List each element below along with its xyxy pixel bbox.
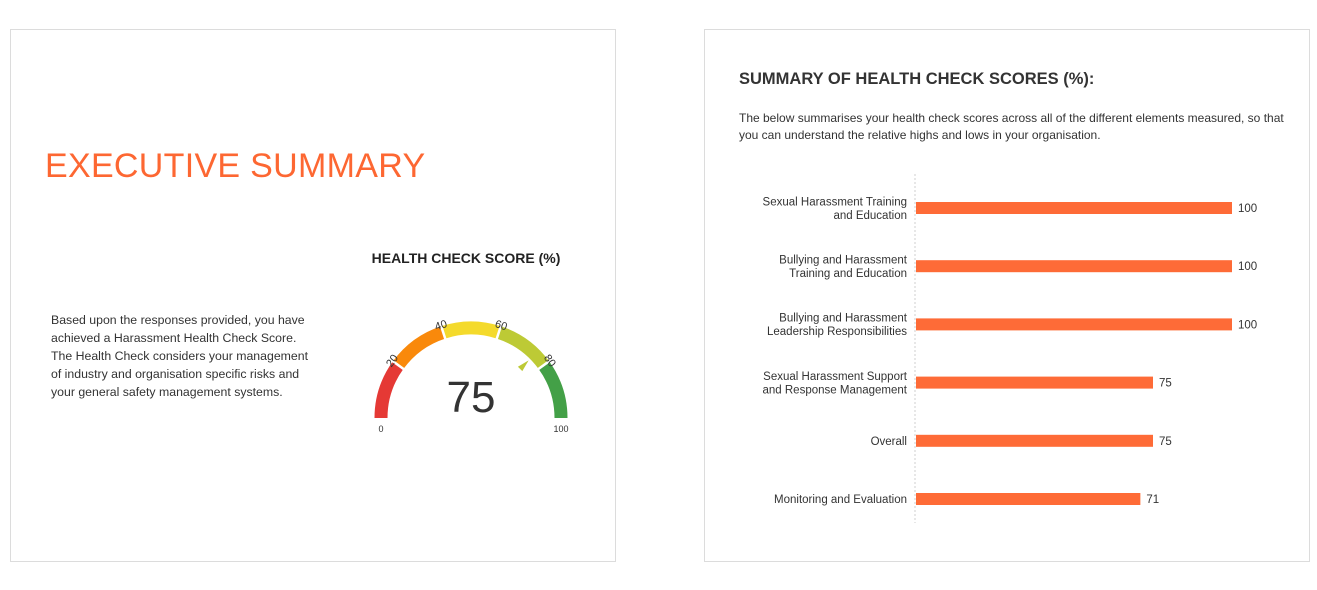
summary-title: SUMMARY OF HEALTH CHECK SCORES (%): <box>739 70 1095 88</box>
gauge-pointer <box>518 360 529 371</box>
scores-bar-chart <box>705 170 1309 550</box>
bar <box>916 435 1153 447</box>
gauge-value: 75 <box>446 373 496 422</box>
gauge-tick-label: 40 <box>433 318 449 334</box>
executive-summary-title: EXECUTIVE SUMMARY <box>45 147 426 185</box>
gauge-tick-label: 60 <box>493 318 509 334</box>
gauge-band-3 <box>499 332 544 365</box>
summary-description: The below summarises your health check scores across all of the different elements measured, so that you can understand the relative highs and lows in your organisation. <box>739 111 1284 142</box>
health-check-gauge <box>346 298 586 468</box>
summary-panel <box>704 29 1310 562</box>
bar-category-label: Overall <box>870 435 907 448</box>
bar <box>916 202 1232 214</box>
gauge-band-0 <box>381 365 398 418</box>
bar <box>916 318 1232 330</box>
bar <box>916 377 1153 389</box>
gauge-band-2 <box>443 328 499 332</box>
executive-summary-panel <box>10 29 616 562</box>
gauge-tick-label: 20 <box>384 352 401 370</box>
bar <box>916 260 1232 272</box>
gauge-tick-label: 80 <box>541 352 558 370</box>
bar-value-label: 100 <box>1238 319 1258 332</box>
bar-value-label: 75 <box>1159 377 1172 390</box>
gauge-min-label: 0 <box>378 424 384 434</box>
bar-category-label: Sexual Harassment Training and Education <box>762 196 907 222</box>
bar-value-label: 100 <box>1238 261 1258 274</box>
bar-category-label: Bullying and Harassment Training and Education <box>779 254 907 280</box>
bar <box>916 493 1140 505</box>
bar-category-label: Bullying and Harassment Leadership Responsibilities <box>767 312 907 339</box>
gauge-band-1 <box>398 332 443 365</box>
bar-category-label: Sexual Harassment Support and Response Management <box>762 370 907 397</box>
bar-value-label: 100 <box>1238 203 1258 215</box>
gauge-title: HEALTH CHECK SCORE (%) <box>371 250 561 266</box>
executive-summary-body: Based upon the responses provided, you have achieved a Harassment Health Check Score. The Health Check considers your management of industry and organisation specific risks and your general safety management systems. <box>51 313 308 399</box>
gauge-band-4 <box>544 365 561 418</box>
bar-value-label: 71 <box>1146 494 1160 506</box>
bar-category-label: Monitoring and Evaluation <box>774 494 907 506</box>
gauge-max-label: 100 <box>553 424 569 434</box>
bar-value-label: 75 <box>1159 435 1172 448</box>
